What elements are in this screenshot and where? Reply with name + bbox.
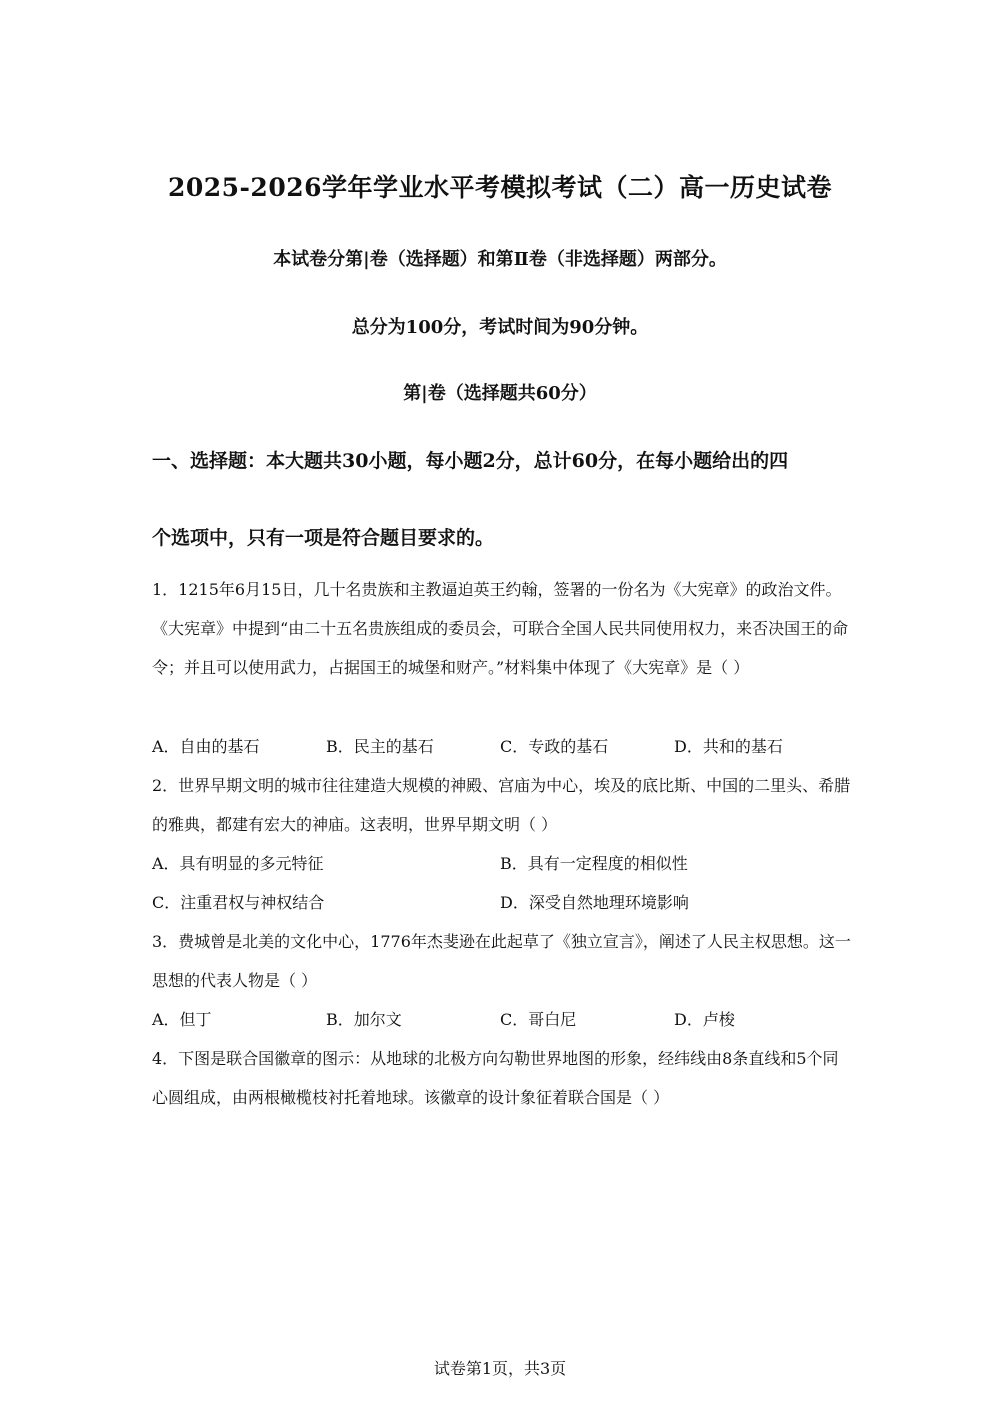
question-3-option-b[interactable]: B．加尔文 <box>326 1010 402 1029</box>
question-3-options <box>152 1000 852 1039</box>
question-1-options <box>152 727 852 766</box>
question-1-option-b[interactable]: B．民主的基石 <box>326 737 434 756</box>
question-2-option-c[interactable]: C．注重君权与神权结合 <box>152 893 325 912</box>
question-1-option-a[interactable]: A．自由的基石 <box>152 737 260 756</box>
question-3-option-c[interactable]: C．哥白尼 <box>500 1010 577 1029</box>
question-2-option-a[interactable]: A．具有明显的多元特征 <box>152 854 324 873</box>
question-2-options-row2 <box>152 883 852 922</box>
page-footer: 试卷第1页，共3页 <box>433 1359 567 1378</box>
question-3-option-a[interactable]: A．但丁 <box>152 1010 212 1029</box>
question-2-stem: 2．世界早期文明的城市往往建造大规模的神殿、宫庙为中心，埃及的底比斯、中国的二里头、希腊的雅典，都建有宏大的神庙。这表明，世界早期文明（ ） <box>152 776 851 834</box>
exam-title: 2025-2026学年学业水平考模拟考试（二）高一历史试卷 <box>167 173 833 202</box>
question-2-options-row1 <box>152 844 852 883</box>
question-3-option-d[interactable]: D．卢梭 <box>674 1010 735 1029</box>
section1-instructions-line2: 个选项中，只有一项是符合题目要求的。 <box>152 527 495 549</box>
section1-instructions-line1: 一、选择题：本大题共30小题，每小题2分，总计60分，在每小题给出的四 <box>152 450 789 472</box>
question-1-option-c[interactable]: C．专政的基石 <box>500 737 609 756</box>
part1-heading: 第|卷（选择题共60分） <box>403 383 597 404</box>
question-3-stem: 3．费城曾是北美的文化中心，1776年杰斐逊在此起草了《独立宣言》，阐述了人民主权思想。这一思想的代表人物是（ ） <box>152 932 851 990</box>
exam-intro-score-time: 总分为100分，考试时间为90分钟。 <box>351 317 649 338</box>
question-4-stem: 4．下图是联合国徽章的图示：从地球的北极方向勾勒世界地图的形象，经纬线由8条直线和5个同心圆组成，由两根橄榄枝衬托着地球。该徽章的设计象征着联合国是（ ） <box>152 1049 839 1107</box>
question-1-option-d[interactable]: D．共和的基石 <box>674 737 783 756</box>
question-2-option-d[interactable]: D．深受自然地理环境影响 <box>500 893 689 912</box>
question-1-stem: 1．1215年6月15日，几十名贵族和主教逼迫英王约翰，签署的一份名为《大宪章》的政治文件。《大宪章》中提到“由二十五名贵族组成的委员会，可联合全国人民共同使用权力，来否决国王的命令；并且可以使用武力，占据国王的城堡和财产。”材料集中体现了《大宪章》是（ ） <box>152 580 849 677</box>
question-2-option-b[interactable]: B．具有一定程度的相似性 <box>500 854 688 873</box>
exam-intro-structure: 本试卷分第|卷（选择题）和第Ⅱ卷（非选择题）两部分。 <box>273 249 727 270</box>
